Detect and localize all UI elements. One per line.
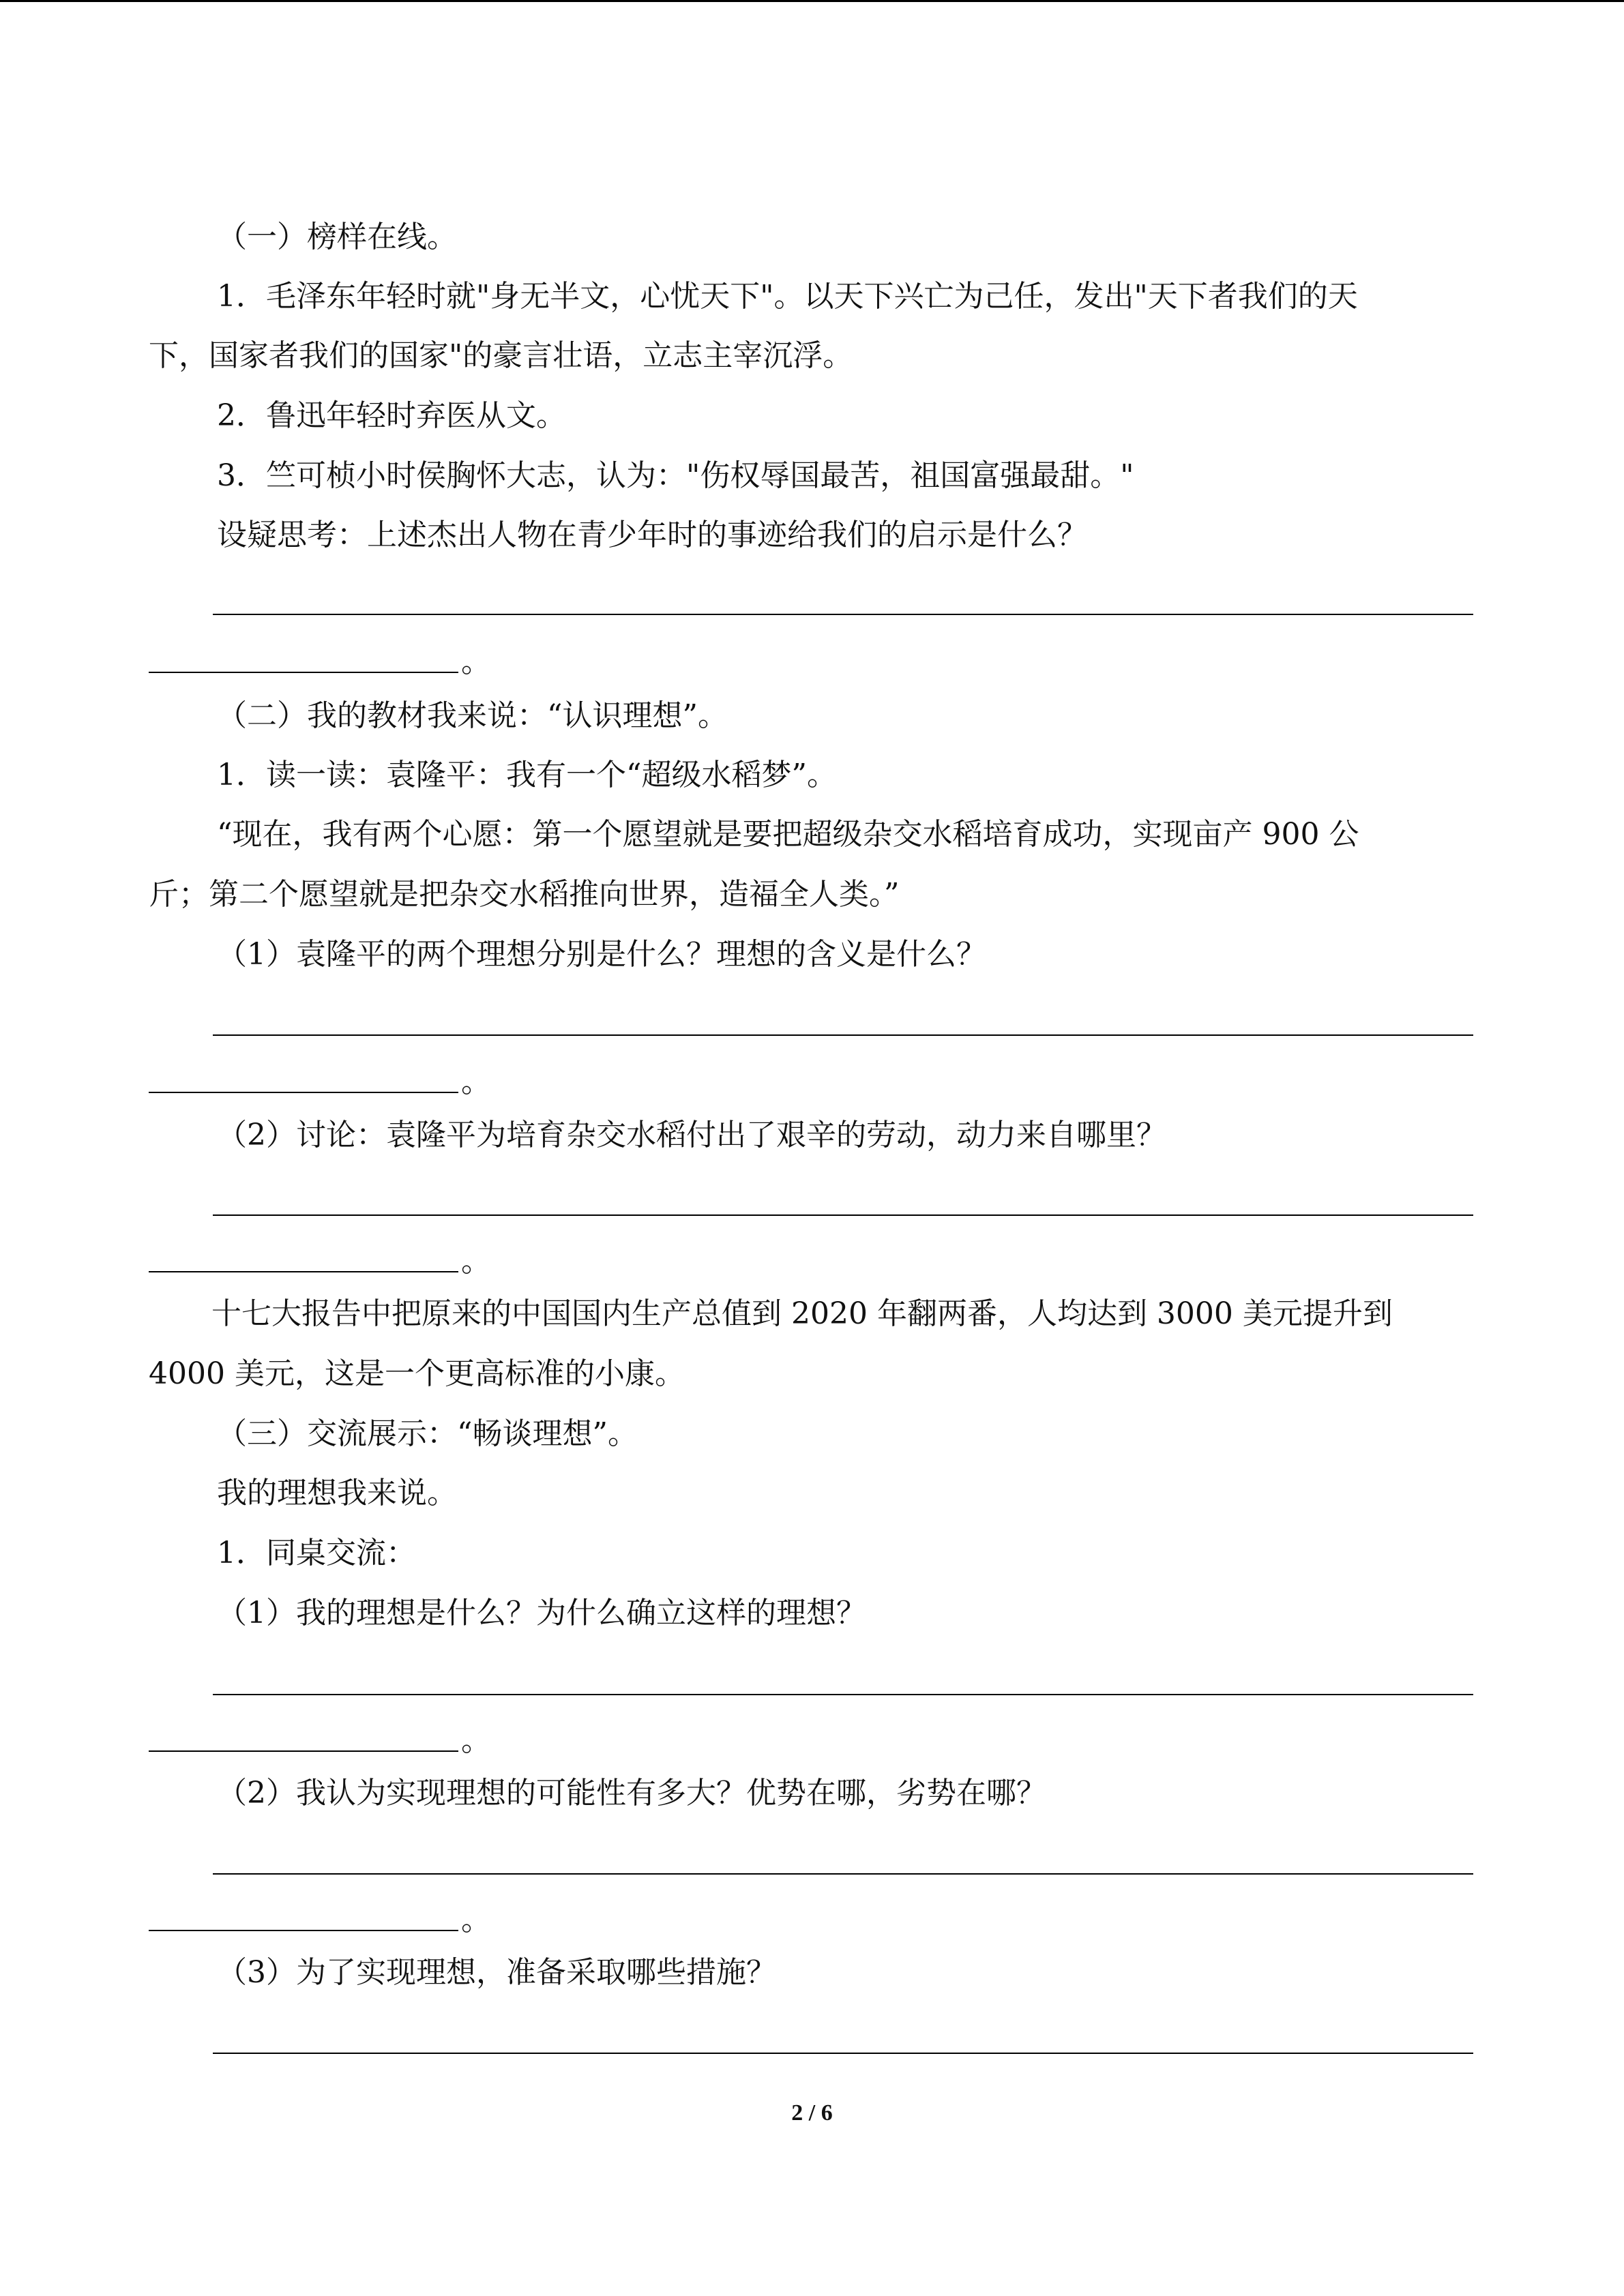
answer-period: 。 xyxy=(461,1064,491,1099)
answer-line[interactable] xyxy=(213,1034,1473,1036)
top-border xyxy=(0,0,1624,2)
answer-period: 。 xyxy=(461,644,491,679)
answer-line-end[interactable] xyxy=(149,672,458,673)
section1-heading: （一）榜样在线。 xyxy=(217,220,457,254)
answer-period: 。 xyxy=(461,1723,491,1758)
answer-line[interactable] xyxy=(213,1694,1473,1695)
section2-heading: （二）我的教材我来说：“认识理想”。 xyxy=(217,698,728,733)
section2-read: 1．读一读：袁隆平：我有一个“超级水稻梦”。 xyxy=(217,758,837,792)
section2-report-line1: 十七大报告中把原来的中国国内生产总值到 2020 年翻两番，人均达到 3000 美元提升到 xyxy=(211,1296,1393,1331)
section2-question1: （1）袁隆平的两个理想分别是什么？理想的含义是什么？ xyxy=(217,937,986,972)
answer-line[interactable] xyxy=(213,2053,1473,2054)
section3-exchange: 1．同桌交流： xyxy=(217,1536,416,1570)
section1-item1-line1: 1．毛泽东年轻时就"身无半文，心忧天下"。以天下兴亡为己任，发出"天下者我们的天 xyxy=(217,279,1358,314)
answer-line-end[interactable] xyxy=(149,1092,458,1093)
section1-item2: 2．鲁迅年轻时弃医从文。 xyxy=(217,398,566,433)
answer-line-end[interactable] xyxy=(149,1930,458,1931)
section3-question3: （3）为了实现理想，准备采取哪些措施？ xyxy=(217,1955,776,1990)
section3-heading: （三）交流展示：“畅谈理想”。 xyxy=(217,1416,638,1451)
section3-intro: 我的理想我来说。 xyxy=(217,1476,457,1510)
answer-period: 。 xyxy=(461,1244,491,1279)
section1-question: 设疑思考：上述杰出人物在青少年时的事迹给我们的启示是什么？ xyxy=(217,518,1087,552)
section3-question1: （1）我的理想是什么？为什么确立这样的理想？ xyxy=(217,1596,866,1630)
answer-line[interactable] xyxy=(213,1214,1473,1216)
answer-line-end[interactable] xyxy=(149,1271,458,1272)
section1-item1-line2: 下，国家者我们的国家"的豪言壮语，立志主宰沉浮。 xyxy=(149,338,853,373)
section2-quote-line2: 斤；第二个愿望就是把杂交水稻推向世界，造福全人类。” xyxy=(149,877,900,912)
answer-line-end[interactable] xyxy=(149,1750,458,1752)
section3-question2: （2）我认为实现理想的可能性有多大？优势在哪，劣势在哪？ xyxy=(217,1776,1046,1810)
answer-period: 。 xyxy=(461,1903,491,1937)
section2-quote-line1: “现在，我有两个心愿：第一个愿望就是要把超级杂交水稻培育成功，实现亩产 900 公 xyxy=(217,817,1359,852)
page-number: 2 / 6 xyxy=(791,2100,833,2126)
section1-item3: 3．竺可桢小时侯胸怀大志，认为："伤权辱国最苦，祖国富强最甜。" xyxy=(217,458,1134,493)
answer-line[interactable] xyxy=(213,614,1473,615)
section2-report-line2: 4000 美元，这是一个更高标准的小康。 xyxy=(149,1356,685,1391)
answer-line[interactable] xyxy=(213,1873,1473,1875)
section2-question2: （2）讨论：袁隆平为培育杂交水稻付出了艰辛的劳动，动力来自哪里？ xyxy=(217,1118,1166,1152)
